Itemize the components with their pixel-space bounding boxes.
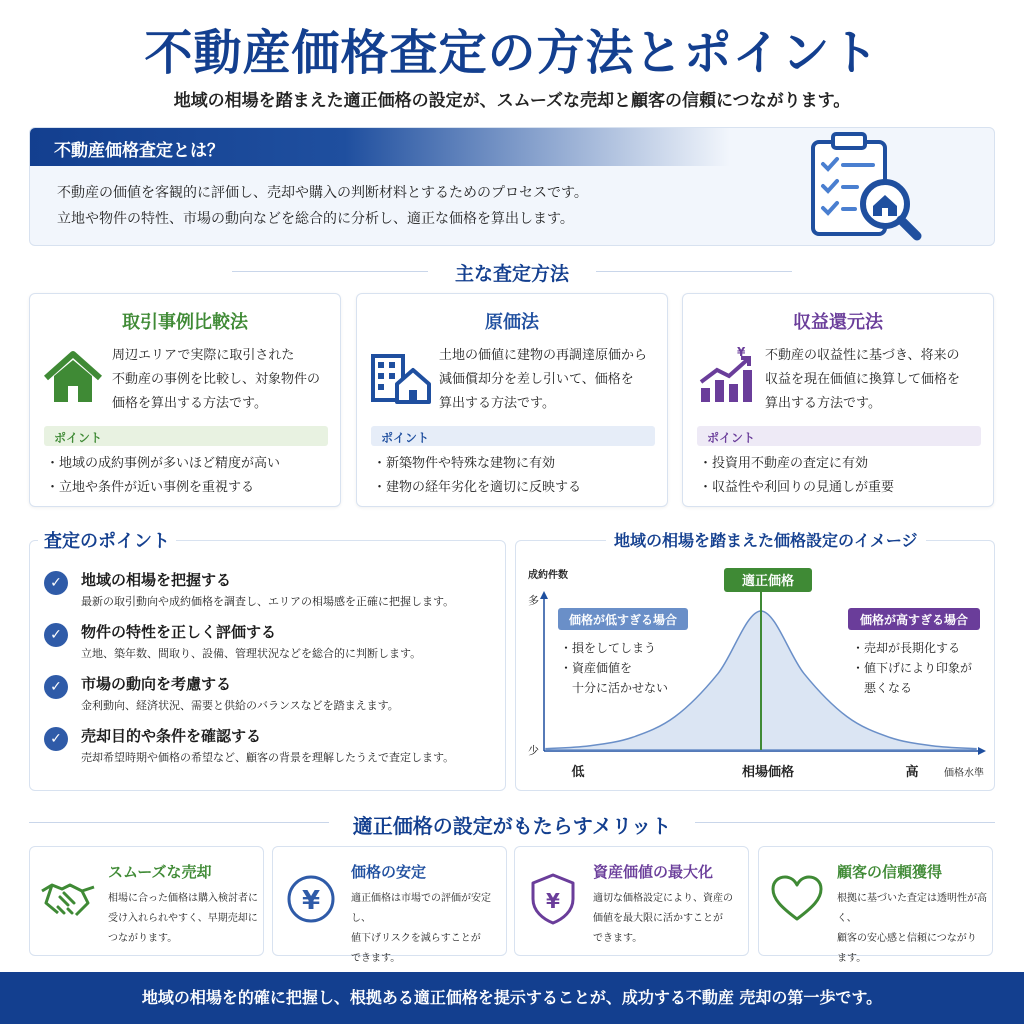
- footer-banner: 地域の相場を的確に把握し、根拠ある適正価格を提示することが、成功する不動産 売却の第一歩です。: [0, 972, 1024, 1024]
- merit-description: [837, 889, 987, 969]
- intro-box: [29, 127, 995, 246]
- method-description: [112, 344, 336, 416]
- clipboard-house-search-icon: [805, 128, 925, 246]
- method-card-cost: [356, 293, 668, 507]
- merit-description: [108, 889, 258, 949]
- y-tick-low: 少: [528, 744, 539, 757]
- point-label: ポイント: [697, 426, 981, 446]
- check-icon: ✓: [44, 571, 68, 595]
- point-list: [699, 452, 894, 500]
- check-icon: ✓: [44, 623, 68, 647]
- low-price-callout: [558, 608, 688, 695]
- high-callout-line: ・売却が長期化する: [852, 641, 961, 655]
- x-tick-mid: 相場価格: [741, 765, 795, 780]
- point-title: 地域の相場を把握する: [81, 571, 232, 589]
- merit-card-price-stability: [272, 846, 507, 964]
- methods-heading: 主な査定方法: [454, 263, 569, 285]
- heart-icon: [767, 869, 827, 929]
- building-house-icon: [367, 344, 433, 410]
- point-title: 売却目的や条件を確認する: [81, 727, 262, 745]
- description-line: できます。: [593, 933, 643, 944]
- merit-title: 顧客の信頼獲得: [837, 863, 943, 881]
- description-line: つながります。: [108, 933, 178, 944]
- method-description: [439, 344, 663, 416]
- merit-description: [593, 889, 743, 949]
- description-line: 価格を算出する方法です。: [112, 396, 267, 411]
- point-item: ・建物の経年劣化を適切に反映する: [373, 480, 582, 495]
- yen-growth-chart-icon: [693, 344, 759, 410]
- point-list: [373, 452, 581, 500]
- house-icon: [40, 344, 106, 410]
- description-line: ます。: [837, 953, 867, 964]
- description-line: 周辺エリアで実際に取引された: [112, 348, 295, 363]
- x-tick-high: 高: [905, 765, 919, 780]
- description-line: 値下げリスクを減らすことが: [351, 933, 481, 944]
- point-description: 立地、築年数、間取り、設備、管理状況などを総合的に判断します。: [81, 647, 422, 660]
- points-heading: 査定のポイント: [38, 527, 176, 553]
- low-callout-line: ・資産価値を: [560, 661, 633, 675]
- peak-label: 適正価格: [741, 574, 795, 589]
- description-line: 根拠に基づいた査定は透明性が高く、: [837, 893, 987, 924]
- description-line: 相場に合った価格は購入検討者に: [108, 893, 258, 904]
- point-description: 金利動向、経済状況、需要と供給のバランスなどを踏まえます。: [81, 699, 399, 712]
- description-line: 適切な価格設定により、資産の: [593, 893, 733, 904]
- point-item: ・収益性や利回りの見通しが重要: [699, 480, 895, 495]
- page-subtitle: 地域の相場を踏まえた適正価格の設定が、スムーズな売却と顧客の信頼につながります。: [173, 91, 851, 111]
- point-title: 市場の動向を考慮する: [81, 675, 232, 693]
- y-axis-label: 成約件数: [528, 570, 568, 581]
- method-description: [765, 344, 989, 416]
- high-callout-title: 価格が高すぎる場合: [859, 613, 969, 627]
- merit-title: 価格の安定: [351, 863, 427, 881]
- description-line: 顧客の安心感と信頼につながり: [837, 933, 977, 944]
- description-line: 算出する方法です。: [439, 396, 555, 411]
- merit-title: 資産価値の最大化: [593, 863, 714, 881]
- chart-heading: 地域の相場を踏まえた価格設定のイメージ: [606, 528, 926, 551]
- description-line: 価値を最大限に活かすことが: [593, 913, 723, 924]
- assessment-points-box: [29, 540, 506, 791]
- method-title: 収益還元法: [793, 312, 883, 333]
- description-line: 受け入れられやすく、早期売却に: [108, 913, 258, 924]
- yen-coin-icon: [281, 869, 341, 929]
- point-title: 物件の特性を正しく評価する: [81, 623, 277, 641]
- point-item: ・立地や条件が近い事例を重視する: [46, 480, 255, 495]
- low-callout-line: ・損をしてしまう: [560, 641, 657, 655]
- description-line: 減価償却分を差し引いて、価格を: [439, 372, 634, 387]
- svg-text:¥: ¥: [737, 345, 746, 359]
- yen-shield-icon: [523, 869, 583, 929]
- svg-text:¥: ¥: [301, 886, 321, 916]
- intro-heading: 不動産価格査定とは？: [30, 128, 730, 166]
- y-tick-high: 多: [528, 594, 539, 607]
- description-line: できます。: [351, 953, 401, 964]
- merit-card-smooth-sale: [29, 846, 264, 956]
- method-title: 取引事例比較法: [122, 312, 248, 333]
- x-tick-low: 低: [571, 765, 585, 780]
- check-icon: ✓: [44, 727, 68, 751]
- check-icon: ✓: [44, 675, 68, 699]
- description-line: 算出する方法です。: [765, 396, 881, 411]
- description-line: 不動産の収益性に基づき、将来の: [765, 348, 960, 363]
- x-axis-label: 価格水準: [944, 768, 984, 779]
- low-callout-title: 価格が低すぎる場合: [568, 613, 678, 627]
- merit-card-customer-trust: [758, 846, 993, 964]
- method-card-income: [682, 293, 994, 507]
- method-title: 原価法: [485, 312, 539, 333]
- merit-description: [351, 889, 501, 969]
- intro-text: [57, 180, 588, 232]
- peak-label-badge: [724, 568, 812, 592]
- intro-line: 立地や物件の特性、市場の動向などを総合的に分析し、適正な価格を算出します。: [57, 211, 574, 227]
- high-price-callout: [848, 608, 980, 695]
- merit-title: スムーズな売却: [108, 863, 212, 881]
- point-description: 最新の取引動向や成約価格を調査し、エリアの相場感を正確に把握します。: [81, 595, 455, 608]
- point-description: 売却希望時期や価格の希望など、顧客の背景を理解したうえで査定します。: [81, 751, 455, 764]
- intro-line: 不動産の価値を客観的に評価し、売却や購入の判断材料とするためのプロセスです。: [57, 185, 588, 201]
- method-card-comparison: [29, 293, 341, 507]
- point-item: ・地域の成約事例が多いほど精度が高い: [46, 456, 281, 471]
- point-list: [46, 452, 280, 500]
- price-chart-box: [515, 540, 995, 791]
- description-line: 土地の価値に建物の再調達原価から: [439, 348, 648, 363]
- description-line: 不動産の事例を比較し、対象物件の: [112, 372, 321, 387]
- point-item: ・新築物件や特殊な建物に有効: [373, 456, 556, 471]
- description-line: 適正価格は市場での評価が安定し、: [351, 893, 491, 924]
- merit-card-asset-maximization: [514, 846, 749, 956]
- merits-heading: 適正価格の設定がもたらすメリット: [352, 814, 672, 838]
- low-callout-line: 十分に活かせない: [560, 681, 669, 695]
- high-callout-line: 悪くなる: [852, 681, 913, 695]
- svg-text:¥: ¥: [546, 889, 560, 913]
- point-label: ポイント: [44, 426, 328, 446]
- price-distribution-chart: [516, 541, 996, 792]
- page-title: 不動産価格査定の方法とポイント: [144, 25, 880, 81]
- high-callout-line: ・値下げにより印象が: [852, 661, 973, 675]
- handshake-icon: [38, 869, 98, 929]
- description-line: 収益を現在価値に換算して価格を: [765, 372, 961, 387]
- point-item: ・投資用不動産の査定に有効: [699, 456, 869, 471]
- point-label: ポイント: [371, 426, 655, 446]
